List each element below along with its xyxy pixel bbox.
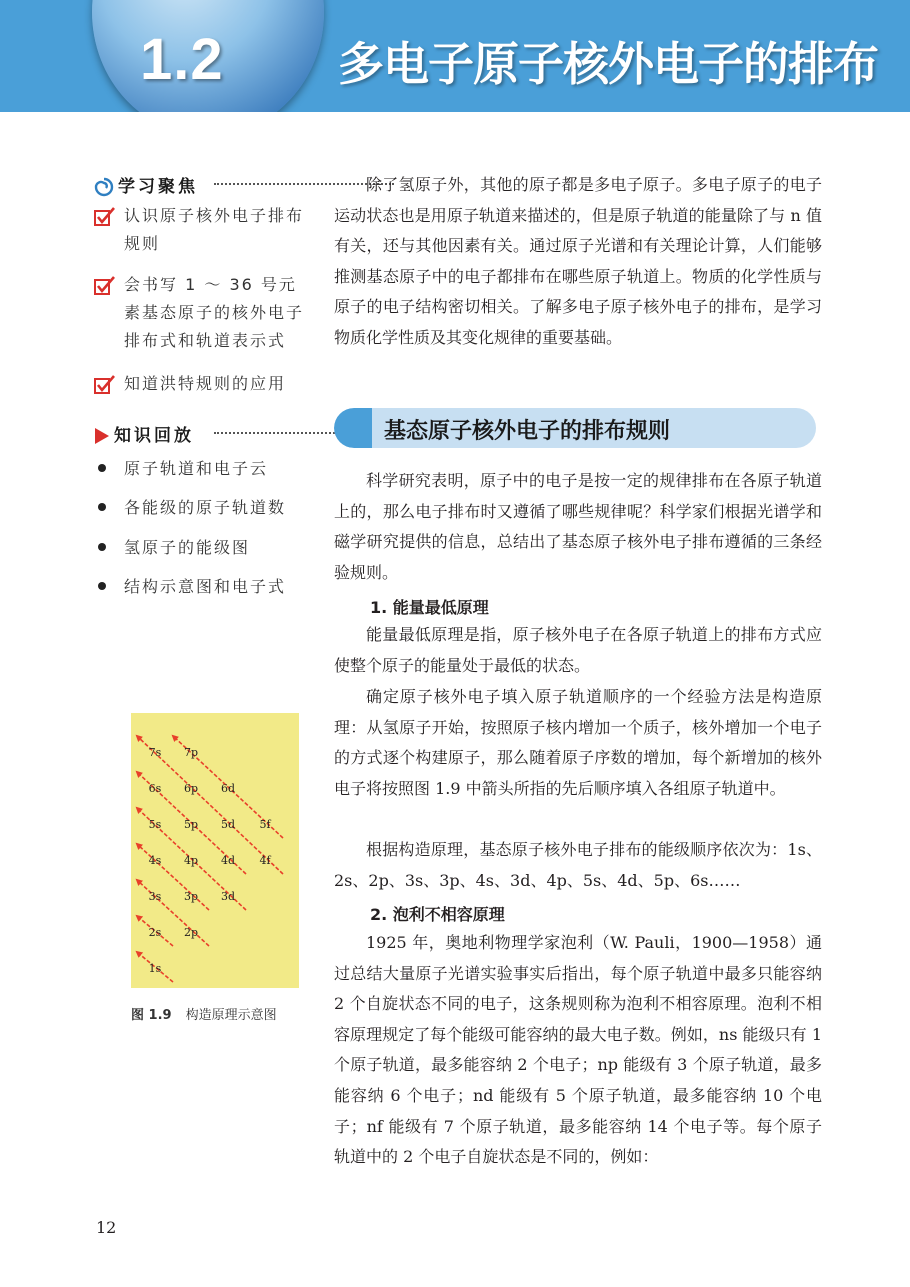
orbital-label: 6p xyxy=(183,782,199,795)
section-heading-bar xyxy=(334,408,816,448)
figure-label: 图 1.9 xyxy=(131,1008,172,1023)
review-item-text: 原子轨道和电子云 xyxy=(124,459,269,478)
section-heading-cap xyxy=(334,408,372,448)
review-item-text: 氢原子的能级图 xyxy=(124,538,251,557)
bullet-icon xyxy=(98,503,106,511)
goal-text: 认识原子核外电子排布规则 xyxy=(124,206,305,253)
section-title: 多电子原子核外电子的排布 xyxy=(338,37,878,91)
checkbox-icon xyxy=(94,207,116,227)
orbital-label: 2p xyxy=(183,926,199,939)
body-paragraph: 1925 年，奥地利物理学家泡利（W. Pauli，1900—1958）通过总结大量原子光谱实验事实后指出，每个原子轨道中最多只能容纳 2 个自旋状态不同的电子，这条规则称为泡利不相容原理。泡利不相容原理规定了每个能级可能容纳的最大电子数。例如，ns 能级只有 1 个原子轨道，最多能容纳 2 个电子；np 能级有 3 个原子轨道，最多能容纳 6 个电子；nd 能级有 5 个原子轨道，最多能容纳 10 个电子；nf 能级有 7 个原子轨道，最多能容纳 14 个电子等。每个原子轨道中的 2 个电子自旋状态是不同的，例如： xyxy=(334,933,822,1167)
goal-text: 知道洪特规则的应用 xyxy=(124,374,287,393)
figure-caption xyxy=(131,1004,277,1023)
review-item xyxy=(94,495,286,518)
review-heading xyxy=(94,421,194,446)
orbital-label: 5s xyxy=(148,818,162,831)
play-triangle-icon xyxy=(94,427,110,445)
body-paragraph: 能量最低原理是指，原子核外电子在各原子轨道上的排布方式应使整个原子的能量处于最低的状态。 xyxy=(334,625,822,675)
chapter-header xyxy=(0,0,910,112)
review-item xyxy=(94,574,286,597)
orbital-label: 3d xyxy=(220,890,236,903)
aufbau-diagram-svg xyxy=(131,713,299,988)
focus-heading-text: 学习聚焦 xyxy=(118,177,198,197)
figure-caption-text: 构造原理示意图 xyxy=(185,1008,277,1023)
orbital-label: 6d xyxy=(220,782,236,795)
orbital-label: 7p xyxy=(183,746,199,759)
goal-text: 会书写 1 ～ 36 号元素基态原子的核外电子排布式和轨道表示式 xyxy=(124,275,305,350)
orbital-label: 4f xyxy=(259,854,271,867)
section-heading: 基态原子核外电子的排布规则 xyxy=(384,419,671,444)
review-heading-text: 知识回放 xyxy=(114,426,194,446)
bullet-icon xyxy=(98,582,106,590)
rule1-heading: 1. 能量最低原理 xyxy=(370,598,489,617)
orbital-label: 3s xyxy=(148,890,162,903)
body-paragraph: 确定原子核外电子填入原子轨道顺序的一个经验方法是构造原理：从氢原子开始，按照原子核内增加一个质子，核外增加一个电子的方式逐个构建原子，那么随着原子序数的增加，每个新增加的核外电子将按照图 1.9 中箭头所指的先后顺序填入各组原子轨道中。 xyxy=(334,687,822,798)
page-number: 12 xyxy=(96,1218,117,1237)
intro-paragraph: 除了氢原子外，其他的原子都是多电子原子。多电子原子的电子运动状态也是用原子轨道来描述的，但是原子轨道的能量除了与 n 值有关，还与其他因素有关。通过原子光谱和有关理论计算，人们能够推测基态原子中的电子都排布在哪些原子轨道上。物质的化学性质与原子的电子结构密切相关。了解多电子原子核外电子的排布，是学习物质化学性质及其变化规律的重要基础。 xyxy=(334,175,822,347)
orbital-label: 5f xyxy=(259,818,271,831)
body-paragraph: 根据构造原理，基态原子核外电子排布的能级顺序依次为：1s、2s、2p、3s、3p、4s、3d、4p、5s、4d、5p、6s…… xyxy=(334,840,822,890)
bullet-icon xyxy=(98,543,106,551)
rule2-heading: 2. 泡利不相容原理 xyxy=(370,905,505,924)
swirl-icon xyxy=(94,177,114,197)
orbital-label: 2s xyxy=(148,926,162,939)
goal-item xyxy=(94,202,304,258)
orbital-label: 1s xyxy=(148,962,162,975)
bullet-icon xyxy=(98,464,106,472)
review-item-text: 各能级的原子轨道数 xyxy=(124,498,287,517)
focus-heading xyxy=(94,172,198,197)
goal-item xyxy=(94,271,304,355)
checkbox-icon xyxy=(94,375,116,395)
orbital-label: 5d xyxy=(220,818,236,831)
aufbau-diagram xyxy=(131,713,299,988)
orbital-label: 4d xyxy=(220,854,236,867)
goal-item xyxy=(94,370,304,398)
body-paragraph: 科学研究表明，原子中的电子是按一定的规律排布在各原子轨道上的，那么电子排布时又遵循了哪些规律呢？科学家们根据光谱学和磁学研究提供的信息，总结出了基态原子核外电子排布遵循的三条经验规则。 xyxy=(334,471,822,582)
section-number: 1.2 xyxy=(140,27,224,92)
orbital-label: 4s xyxy=(148,854,162,867)
checkbox-icon xyxy=(94,276,116,296)
review-item xyxy=(94,535,250,558)
review-item xyxy=(94,456,268,479)
orbital-label: 7s xyxy=(148,746,162,759)
orbital-label: 5p xyxy=(183,818,199,831)
review-item-text: 结构示意图和电子式 xyxy=(124,577,287,596)
orbital-label: 4p xyxy=(183,854,199,867)
orbital-label: 6s xyxy=(148,782,162,795)
orbital-label: 3p xyxy=(183,890,199,903)
